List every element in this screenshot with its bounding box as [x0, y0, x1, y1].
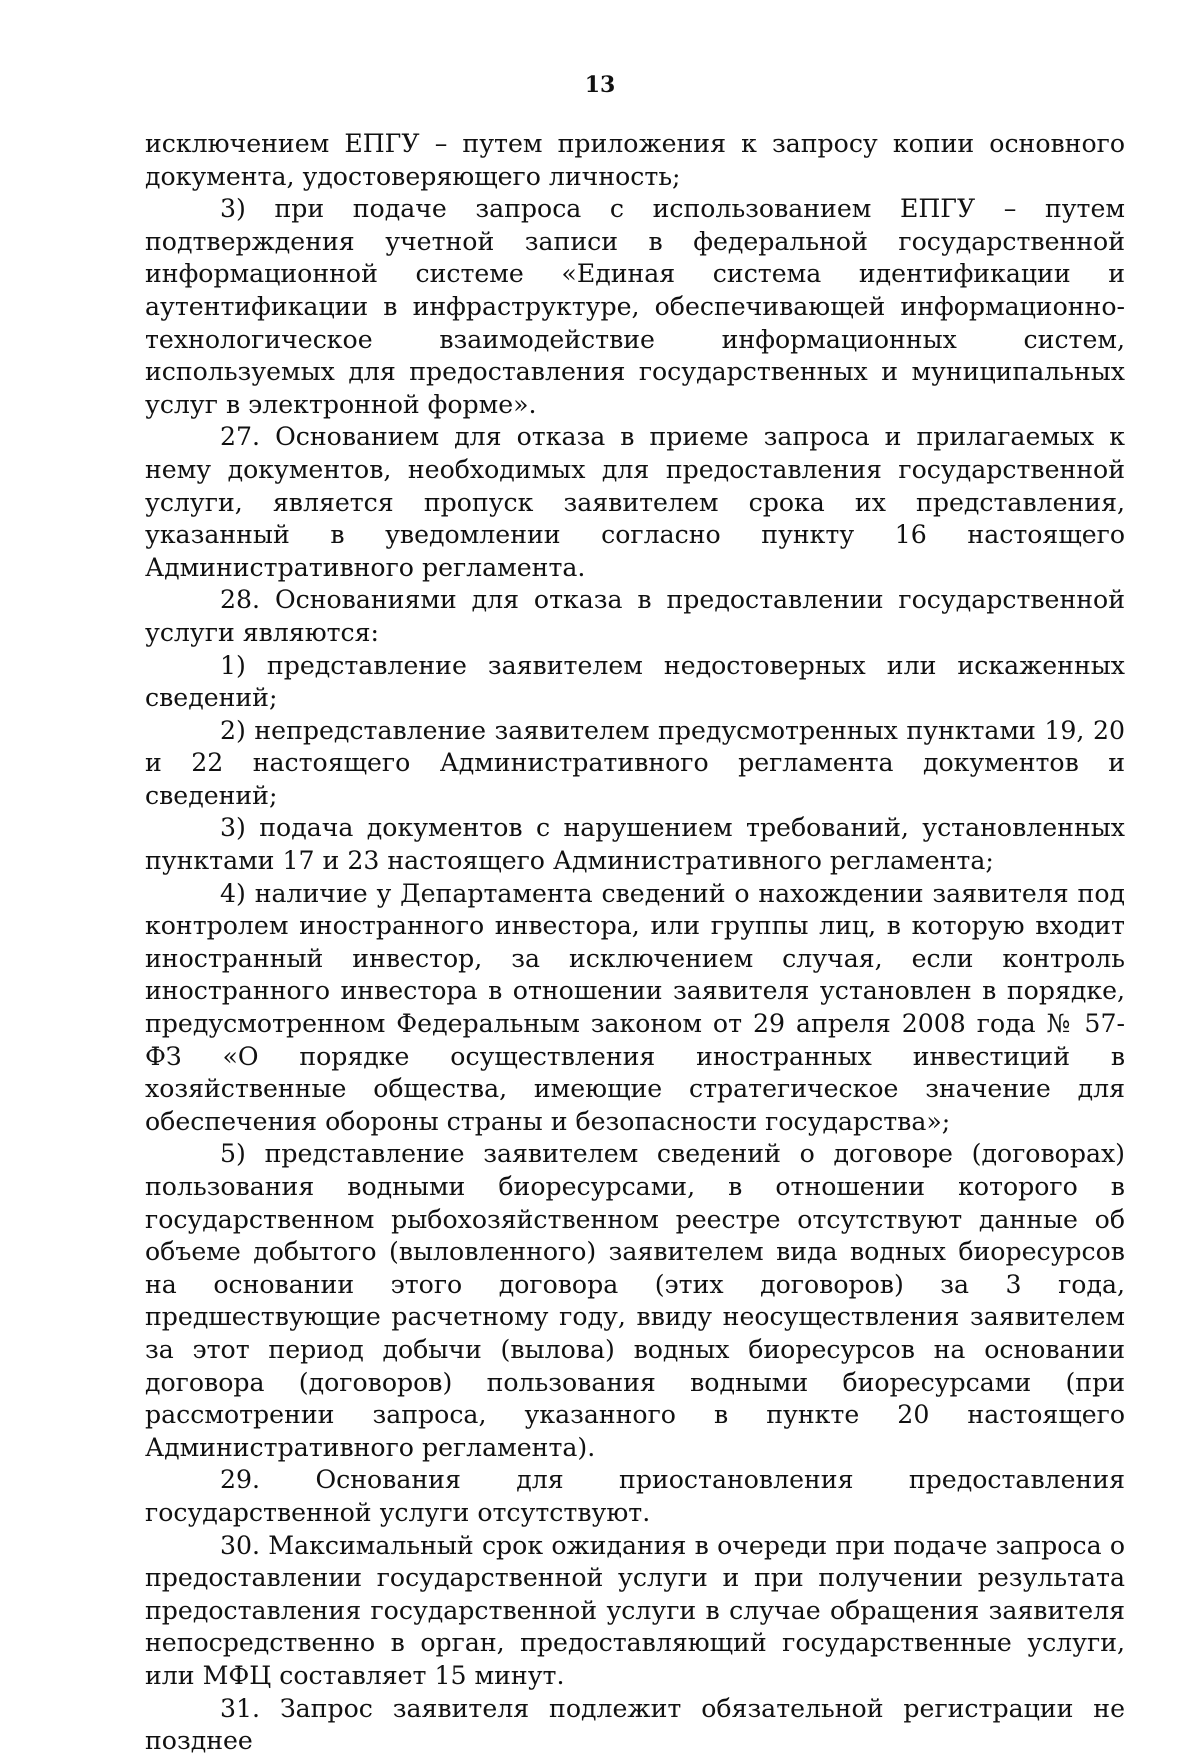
- paragraph-27: 27. Основанием для отказа в приеме запроса и прилагаемых к нему документов, необходимых для предоставления государственной услуги, является пропуск заявителем срока их представления, указанный в уведомлении согласно пункту 16 настоящего Административного регламента.: [145, 422, 1125, 582]
- paragraph-29: 29. Основания для приостановления предоставления государственной услуги отсутствуют.: [145, 1465, 1125, 1527]
- paragraph-28-item-2: 2) непредставление заявителем предусмотренных пунктами 19, 20 и 22 настоящего Административного регламента документов и сведений;: [145, 715, 1125, 810]
- paragraph-31: 31. Запрос заявителя подлежит обязательной регистрации не позднее: [145, 1693, 1125, 1756]
- paragraph-30: 30. Максимальный срок ожидания в очереди при подаче запроса о предоставлении государственной услуги и при получении результата предоставления государственной услуги в случае обращения заявителя непосредственно в орган, предоставляющий государственные услуги, или МФЦ составляет 15 минут.: [145, 1530, 1125, 1690]
- paragraph-28: 28. Основаниями для отказа в предоставлении государственной услуги являются:: [145, 585, 1125, 647]
- paragraph-item-3: 3) при подаче запроса с использованием ЕПГУ – путем подтверждения учетной записи в федеральной государственной информационной системе «Единая система идентификации и аутентификации в инфраструктуре, обеспечивающей информационно-технологическое взаимодействие информационных систем, используемых для предоставления государственных и муниципальных услуг в электронной форме».: [145, 194, 1125, 419]
- paragraph-continuation: исключением ЕПГУ – путем приложения к запросу копии основного документа, удостоверяющего личность;: [145, 129, 1125, 191]
- document-body: [145, 128, 1125, 1758]
- paragraph-28-item-1: 1) представление заявителем недостоверных или искаженных сведений;: [145, 650, 1125, 713]
- page-number: 13: [584, 72, 616, 98]
- paragraph-28-item-4: 4) наличие у Департамента сведений о нахождении заявителя под контролем иностранного инвестора, или группы лиц, в которую входит иностранный инвестор, за исключением случая, если контроль иностранного инвестора в отношении заявителя установлен в порядке, предусмотренном Федеральным законом от 29 апреля 2008 года № 57-ФЗ «О порядке осуществления иностранных инвестиций в хозяйственные общества, имеющие стратегическое значение для обеспечения обороны страны и безопасности государства»;: [145, 878, 1125, 1136]
- paragraph-28-item-5: 5) представление заявителем сведений о договоре (договорах) пользования водными биоресурсами, в отношении которого в государственном рыбохозяйственном реестре отсутствуют данные об объеме добытого (выловленного) заявителем вида водных биоресурсов на основании этого договора (этих договоров) за 3 года, предшествующие расчетному году, ввиду неосуществления заявителем за этот период добычи (вылова) водных биоресурсов на основании договора (договоров) пользования водными биоресурсами (при рассмотрении запроса, указанного в пункте 20 настоящего Административного регламента).: [145, 1139, 1125, 1462]
- paragraph-28-item-3: 3) подача документов с нарушением требований, установленных пунктами 17 и 23 настоящего Административного регламента;: [145, 813, 1125, 876]
